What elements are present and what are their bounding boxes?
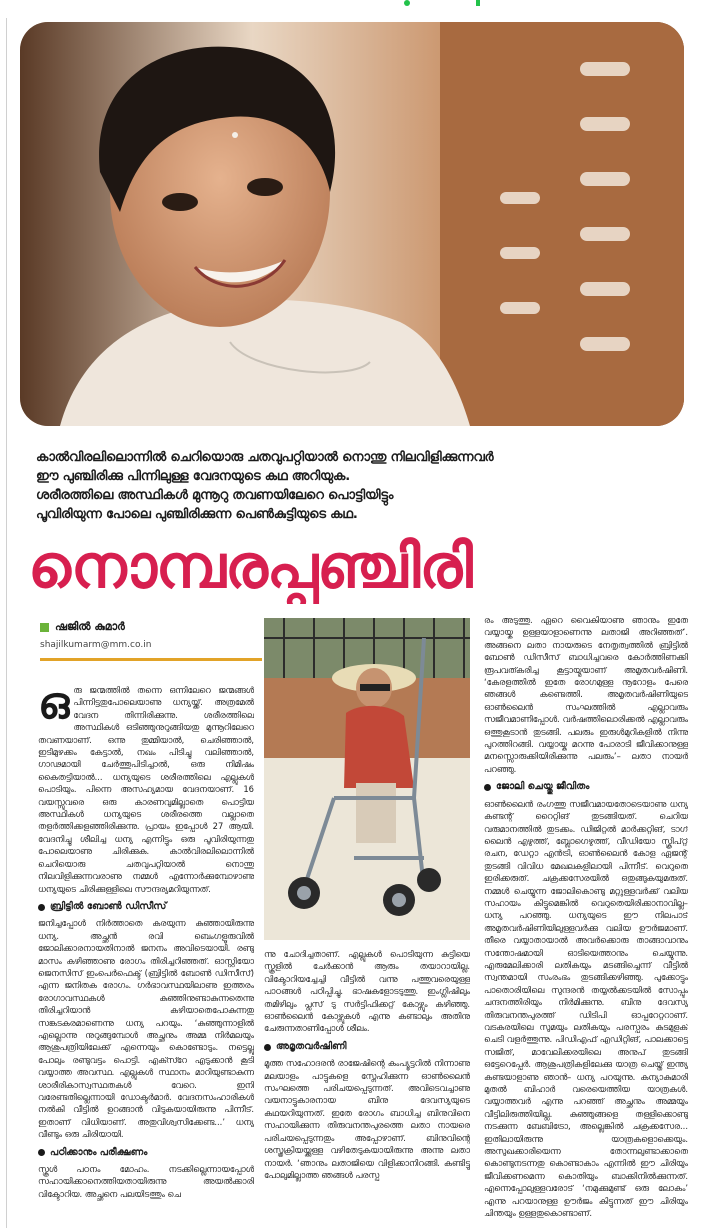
- bullet-icon: [484, 784, 491, 791]
- article-column-1: [38, 684, 254, 1228]
- bullet-icon: [38, 904, 45, 911]
- subhead-study: [38, 1147, 254, 1159]
- col3-paragraph-1: രം അടുത്തു. ഏറെ വൈകിയാണു ഞാനും ഇതേ വയ്യായ്ക ഉള്ളയാളാണെന്നു ലതാജി അറിഞ്ഞത്’. അങ്ങനെ ലതാ നായരുടെ നേതൃത്വത്തിൽ ബ്രിട്ടിൽ ബോൺ ഡിസീസ് ബാധിച്ചവരെ കോർത്തിണക്കി രൂപവത്കരിച്ച കൂട്ടായ്മയാണ് അമൃതവർഷിണി. ‘കേരളത്തിൽ ഇതേ രോഗമുള്ള നൂറോളം പേരെ ഞങ്ങൾ കണ്ടെത്തി. അമൃതവർഷിണിയുടെ ഓൺലൈൻ സംഘത്തിൽ എല്ലാവരും സജീവമാണിപ്പോൾ. വർഷത്തിലൊരിക്കൽ എല്ലാവരും ഒത്തുകൂടാൻ തുടങ്ങി. പലരും ഇരുൾമുറികളിൽ നിന്നു പുറത്തിറങ്ങി. വയ്യായ്ക മറന്നു പോരാടി ജീവിക്കാനുള്ള മനസ്സൊരുക്കിയിരിക്കുന്നു പലരും’– ലതാ നായർ പറഞ്ഞു.: [484, 615, 688, 774]
- deck-line-2: ഈ പുഞ്ചിരിക്കു പിന്നിലുള്ള വേദനയുടെ കഥ അറിയുക.: [36, 469, 350, 484]
- deck-text: [36, 448, 676, 524]
- article-column-2: [264, 948, 470, 1228]
- col1-paragraph-2: ജനിച്ചപ്പോൾ നിർത്താതെ കരയുന്ന കുഞ്ഞായിരുന്നു ധന്യ. അച്ഛൻ രവി ബെംഗളൂരുവിൽ ജോലിക്കാരനായതിനാൽ ജനനം അവിടെയായി. രണ്ടു മാസം കഴിഞ്ഞാണു രോഗം തിരിച്ചറിഞ്ഞത്. ഓസ്റ്റിയോ ജെനസിസ് ഇംപെർഫെക്ട് (ബ്രിട്ടിൽ ബോൺ ഡിസീസ്) എന്ന ജനിതക രോഗം. ഗർഭാവസ്ഥയിലാണു ഇത്തരം രോഗാവസ്ഥകൾ കുഞ്ഞിനുണ്ടാകുന്നതെന്നു തിരിച്ചറിയാൻ കഴിയാതെപോകുന്നതു സങ്കടകരമാണെന്നു ധന്യ പറയും. ‘കുഞ്ഞുന്നാളിൽ എല്ലൊന്നു നുറുങ്ങുമ്പോൾ അച്ഛനും അമ്മ നിർമലയും ആശുപത്രിയിലേക്ക് എന്നെയും കൊണ്ടോടും. നട്ടെല്ലു പോലും രണ്ടുവട്ടം പൊട്ടി. എക്സ്റേ എടുക്കാൻ കൂടി വയ്യാത്ത അവസ്ഥ. എല്ലുകൾ സ്ഥാനം മാറിയുണ്ടാകുന്ന ശാരീരികാസ്വസ്ഥതകൾ വേറെ. ഇനി വരേണ്ടതില്ലെന്നായി ഡോക്ടർമാർ. വേദനസംഹാരികൾ നൽകി വീട്ടിൽ ഉറങ്ങാൻ വിടുകയായിരുന്നു പിന്നീട്. ഇതാണ് വിധിയാണ്. അതുവിശ്വസിക്കേണ്ട...’ ധന്യ വീണ്ടും ഒരു ചിരിയായി.: [38, 918, 254, 1140]
- subhead-amritavarshini: [264, 1041, 470, 1053]
- col2-paragraph-2: മൂത്ത സഹോദരൻ രാജേഷിന്റെ കംപ്യൂട്ടറിൽ നിന്നാണു മലയാളം പാട്ടുകളെ സ്നേഹിക്കുന്ന ഓൺലൈൻ സംഘത്തെ പരിചയപ്പെടുന്നത്. അവിടെവച്ചാണു വയനാട്ടുകാരനായ ബിനു ദേവസ്യയുടെ കഥയറിയുന്നത്. ഇതേ രോഗം ബാധിച്ച ബിനുവിനെ സഹായിക്കുന്ന തിരുവനന്തപുരത്തെ ലതാ നായരെ പരിചയപ്പെടുന്നതും അപ്പോഴാണ്. ബിനുവിന്റെ ശസ്ത്രക്രിയയ്ക്കുള്ള വഴിതേടുകയായിരുന്നു അന്നു ലതാ നായർ. ‘ഞാനും ലതാജിയെ വിളിക്കാനിറങ്ങി. കണ്ടിട്ടു പോലുമില്ലാത്ത ഞങ്ങൾ പരസ്പ: [264, 1058, 470, 1180]
- byline-rule: [40, 658, 262, 661]
- bullet-icon: [38, 1149, 45, 1156]
- byline-name: ഷജിൽ കുമാർ: [55, 620, 125, 633]
- byline: [40, 620, 254, 661]
- byline-email[interactable]: shajilkumarm@mm.co.in: [40, 640, 152, 650]
- hero-photo: [20, 22, 684, 426]
- deck-line-4: പൂവിരിയുന്ന പോലെ പുഞ്ചിരിക്കുന്ന പെൺകുട്ടിയുടെ കഥ.: [36, 507, 358, 522]
- wheelchair-photo: [264, 618, 470, 940]
- subhead-text: ബ്രിട്ടിൽ ബോൺ ഡിസീസ്: [50, 900, 167, 912]
- col3-paragraph-2: ഓൺലൈൻ രംഗത്തു സജീവമായതോടെയാണു ധന്യ കണ്ടന്റ് റൈറ്റിങ് തുടങ്ങിയത്. ചെറിയ വരുമാനത്തിൽ തുടക്കം. ഡിജിറ്റൽ മാർക്കറ്റിങ്, ടാഗ് ലൈൻ എഴുത്ത്, ബ്ലോഗെഴുത്ത്, വീഡിയോ സ്ക്രിപ്റ്റ് രചന, ഡേറ്റാ എൻട്രി, ഓൺലൈൻ കോള ഏജന്റ് തുടങ്ങി വിവിധ മേഖലകളിലായി പിന്നീട്. വെറുതെ ഇരിക്കരുത്. ചക്രക്കസേരയിൽ ഒതുങ്ങുകയുമരുത്. നമ്മൾ ചെയ്യുന്ന ജോലികൊണ്ടു മറ്റുള്ളവർക്ക് വലിയ സഹായം കിട്ടുമെങ്കിൽ വെറുതെയിരിക്കാനാവില്ല– ധന്യ പറഞ്ഞു. ധന്യയുടെ ഈ നിലപാട് അമൃതവർഷിണിയിലുള്ളവർക്കു വലിയ ഊർജമാണ്. തീരെ വയ്യാതായാൽ അവർക്കൊരു താങ്ങാവാനും സന്തോഷമായി ഓടിയെത്താനും ചെയ്യുന്നു. എരുമേലിക്കാരി ലതികയും മടങ്ങിച്ചെന്ന് വീട്ടിൽ സ്വന്തമായി സംരംഭം തുടങ്ങിക്കഴിഞ്ഞു. പുക്കോട്ടും പാതൊരിയിലെ സുന്ദരൻ തയ്യൽക്കടയിൽ സോപ്പും ചന്ദനത്തിരിയും നിർമിക്കുന്നു. ബിനു ദേവസ്യ തിരുവനന്തപുരത്ത് ഡിടിപി ഓപ്പറേറ്ററാണ്. വടകരയിലെ സുമയും ലതികയും പരസ്പരം കുടമുളക് ചെടി വളർത്തുന്നു. പിഡിഎഫ് എഡിറ്റിങ്, പാലക്കാട്ടെ സജിത്, മാവേലിക്കരയിലെ അനുപ് തുടങ്ങി ഒട്ടേറെപ്പേർ. ആശുപത്രികളിലേക്കു യാത്ര ചെയ്ത് ഇന്ത്യ കണ്ടയാളാണു ഞാൻ– ധന്യ പറയുന്നു. കന്യാകുമാരി മുതൽ ബിഹാർ വരെയെത്തിയ യാത്രകൾ. വയ്യാത്തവർ എന്നു പറഞ്ഞ് അച്ഛനും അമ്മയും വീട്ടിലിരുത്തിയില്ല. കുഞ്ഞുങ്ങളെ തള്ളിക്കൊണ്ടു നടക്കുന്ന ബേബിട്രോ, അല്ലെങ്കിൽ ചക്രക്കസേര... ഇതിലായിരുന്നു യാത്രകളൊക്കെയും. അസുഖക്കാരിയെന്ന തോന്നലുണ്ടാക്കാതെ കൊണ്ടുനടന്നതു കൊണ്ടാകാം എന്നിൽ ഈ ചിരിയും ജീവിക്കണമെന്ന കൊതിയും ബാക്കിനിൽക്കുന്നത്. എന്നെപ്പോലുള്ളവരോട് ‘നമുക്കുമുണ്ട് ഒരു ലോകം’ എന്നു പറയാനുള്ള ഊർജം കിട്ടുന്നത് ഈ ചിരിയും ചിന്തയും ഉള്ളതുകൊണ്ടാണ്.: [484, 798, 688, 1219]
- col1-paragraph-3: സ്കൂൾ പഠനം മോഹം. നടക്കില്ലെന്നായപ്പോൾ സഹായിക്കാനെത്തിയതായിരുന്നു അയൽക്കാരി വിക്ടോറിയ. അച്ഛനെ പലയിടത്തും ചെ: [38, 1164, 254, 1199]
- status-mark: [476, 0, 480, 6]
- newspaper-page: [0, 8, 704, 1228]
- subhead-brittle-bone: [38, 901, 254, 913]
- byline-square-icon: [40, 623, 49, 632]
- bullet-icon: [264, 1044, 271, 1051]
- subhead-text: ജോലി ചെയ്തു ജീവിതം: [496, 781, 590, 793]
- deck-line-3: ശരീരത്തിലെ അസ്ഥികൾ മുന്നൂറു തവണയിലേറെ പൊട്ടിയിട്ടും: [36, 488, 394, 503]
- subhead-text: പഠിക്കാനും പരീക്ഷണം: [50, 1146, 148, 1158]
- status-dot: [404, 0, 410, 6]
- deck-line-1: കാൽവിരലിലൊന്നിൽ ചെറിയൊരു ചതവുപറ്റിയാൽ നൊന്തു നിലവിളിക്കുന്നവർ: [36, 450, 494, 465]
- col2-paragraph-1: ന്നു ചോദിച്ചതാണ്. എല്ലുകൾ പൊടിയുന്ന കുട്ടിയെ സ്കൂളിൽ ചേർക്കാൻ ആരും തയാറായില്ല. വിക്ടോറിയച്ചേച്ചി വീട്ടിൽ വന്നു പത്തുവരെയുള്ള പാഠങ്ങൾ പഠിപ്പിച്ചു. ഭാഷകളോടടുത്തു. ഇംഗ്ലിഷിലും തമിഴിലും പ്ലസ് ടു സർട്ടിഫിക്കറ്റ് കോഴ്സും കഴിഞ്ഞു. ഓൺലൈൻ കോഴ്സുകൾ എന്നു കണ്ടാലും അതിനു ചേരുന്നതാണിപ്പോൾ ശീലം.: [264, 949, 470, 1034]
- headline: നൊമ്പരപ്പുഞ്ചിരി: [28, 532, 472, 602]
- subhead-text: അമൃതവർഷിണി: [276, 1040, 347, 1052]
- col1-paragraph-1: രു ജന്മത്തിൽ തന്നെ ഒന്നിലേറെ ജന്മങ്ങൾ പിന്നിട്ടതുപോലെയാണു ധന്യയ്ക്ക്. അത്രമേൽ വേദന തിന്നിരിക്കുന്നു. ശരീരത്തിലെ അസ്ഥികൾ ഒടിഞ്ഞുനുറുങ്ങിയതു മുന്നൂറിലേറെ തവണയാണ്. ഒന്നു തുമ്മിയാൽ, ചെരിഞ്ഞാൽ, ഇടിമുഴക്കം കേട്ടാൽ, നഖം പിടിച്ചു വലിഞ്ഞാൽ, ഗാഢമായി ചേർത്തുപിടിച്ചാൽ, ഒരു നിമിഷം കൈതട്ടിയാൽ... ധന്യയുടെ ശരീരത്തിലെ എല്ലുകൾ പൊടിയും. പിന്നെ അസഹ്യമായ വേദനയാണ്. 16 വയസ്സുവരെ ഒരു കാരണവുമില്ലാതെ പൊട്ടിയ അസ്ഥികൾ ധന്യയുടെ ശരീരത്തെ വല്ലാതെ തളർത്തിക്കളഞ്ഞിരിക്കുന്നു. പ്രായം ഇപ്പോൾ 27 ആയി. വേദനിച്ചു ശീലിച്ച ധന്യ എന്നിട്ടും ഒരു പൂവിരിയുന്നതു പോലെയാണു ചിരിക്കുക. കാൽവിരലിലൊന്നിൽ ചെറിയൊരു ചതവുപറ്റിയാൽ നൊന്തു നിലവിളിക്കുന്നവരാണു നമ്മൾ എന്നോർക്കുമ്പോഴാണു ധന്യയുടെ ചിരിക്കുള്ളിലെ സൗന്ദര്യമറിയുന്നത്.: [38, 685, 254, 894]
- article-column-3: [484, 614, 688, 1228]
- drop-cap: ഒ: [38, 684, 70, 729]
- subhead-work: [484, 781, 688, 793]
